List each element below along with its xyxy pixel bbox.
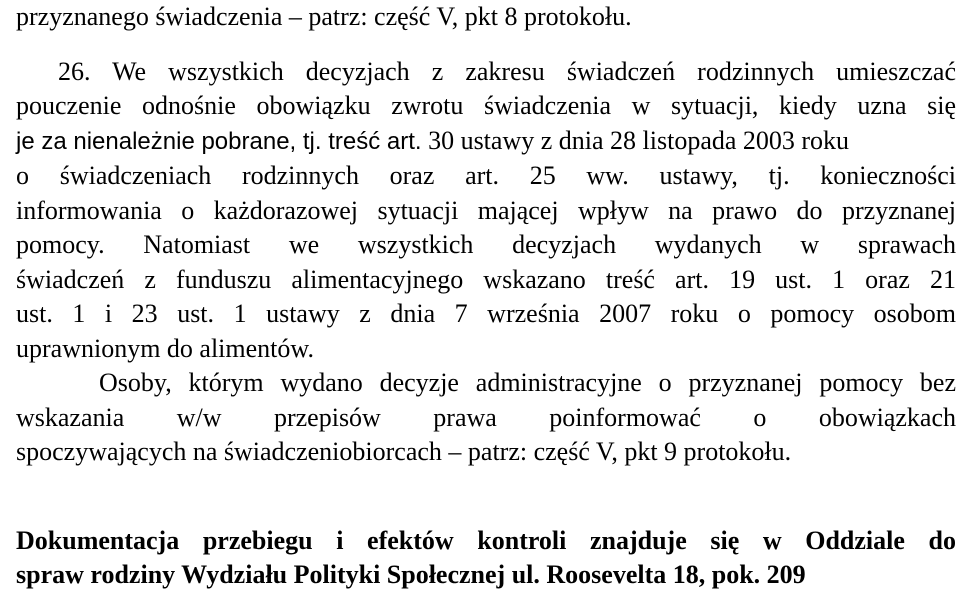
paragraph-26-line-5: informowania o każdorazowej sytuacji mającej wpływ na prawo do przyznanej <box>16 195 956 225</box>
paragraph-26-line-3-sans: je za nienależnie pobrane, tj. treść art. <box>16 127 422 155</box>
paragraph-26-line-4: o świadczeniach rodzinnych oraz art. 25 ww. ustawy, tj. konieczności <box>16 161 956 190</box>
spacer <box>16 35 956 55</box>
paragraph-26-line-3 <box>16 124 956 160</box>
paragraph-26-line-9: uprawnionym do alimentów. <box>16 333 314 363</box>
paragraph-osoby <box>16 366 956 470</box>
document-page <box>16 0 956 593</box>
closing-paragraph <box>16 524 956 593</box>
paragraph-26-line-8: ust. 1 i 23 ust. 1 ustawy z dnia 7 września 2007 roku o pomocy osobom <box>16 299 956 328</box>
top-line: przyznanego świadczenia – patrz: część V, pkt 8 protokołu. <box>16 2 632 31</box>
spacer <box>16 470 956 524</box>
paragraph-26-line-2: pouczenie odnośnie obowiązku zwrotu świadczenia w sytuacji, kiedy uzna się <box>16 91 956 120</box>
paragraph-26-line-7: świadczeń z funduszu alimentacyjnego wskazano treść art. 19 ust. 1 oraz 21 <box>16 264 956 294</box>
paragraph-26-line-3-serif: 30 ustawy z dnia 28 listopada 2003 roku <box>421 125 850 155</box>
paragraph-26-line-6: pomocy. Natomiast we wszystkich decyzjach wydanych w sprawach <box>16 230 956 259</box>
closing-line-1: Dokumentacja przebiegu i efektów kontroli znajduje się w Oddziale do <box>16 525 956 555</box>
paragraph-osoby-line-2: wskazania w/w przepisów prawa poinformować o obowiązkach <box>16 402 956 432</box>
paragraph-osoby-line-3: spoczywających na świadczeniobiorcach – patrz: część V, pkt 9 protokołu. <box>16 437 792 466</box>
closing-line-2: spraw rodziny Wydziału Polityki Społecznej ul. Roosevelta 18, pok. 209 <box>16 560 806 589</box>
paragraph-26 <box>16 55 956 367</box>
paragraph-osoby-line-1: Osoby, którym wydano decyzje administracyjne o przyznanej pomocy bez <box>99 368 956 397</box>
paragraph-26-line-1: 26. We wszystkich decyzjach z zakresu świadczeń rodzinnych umieszczać <box>58 56 956 86</box>
